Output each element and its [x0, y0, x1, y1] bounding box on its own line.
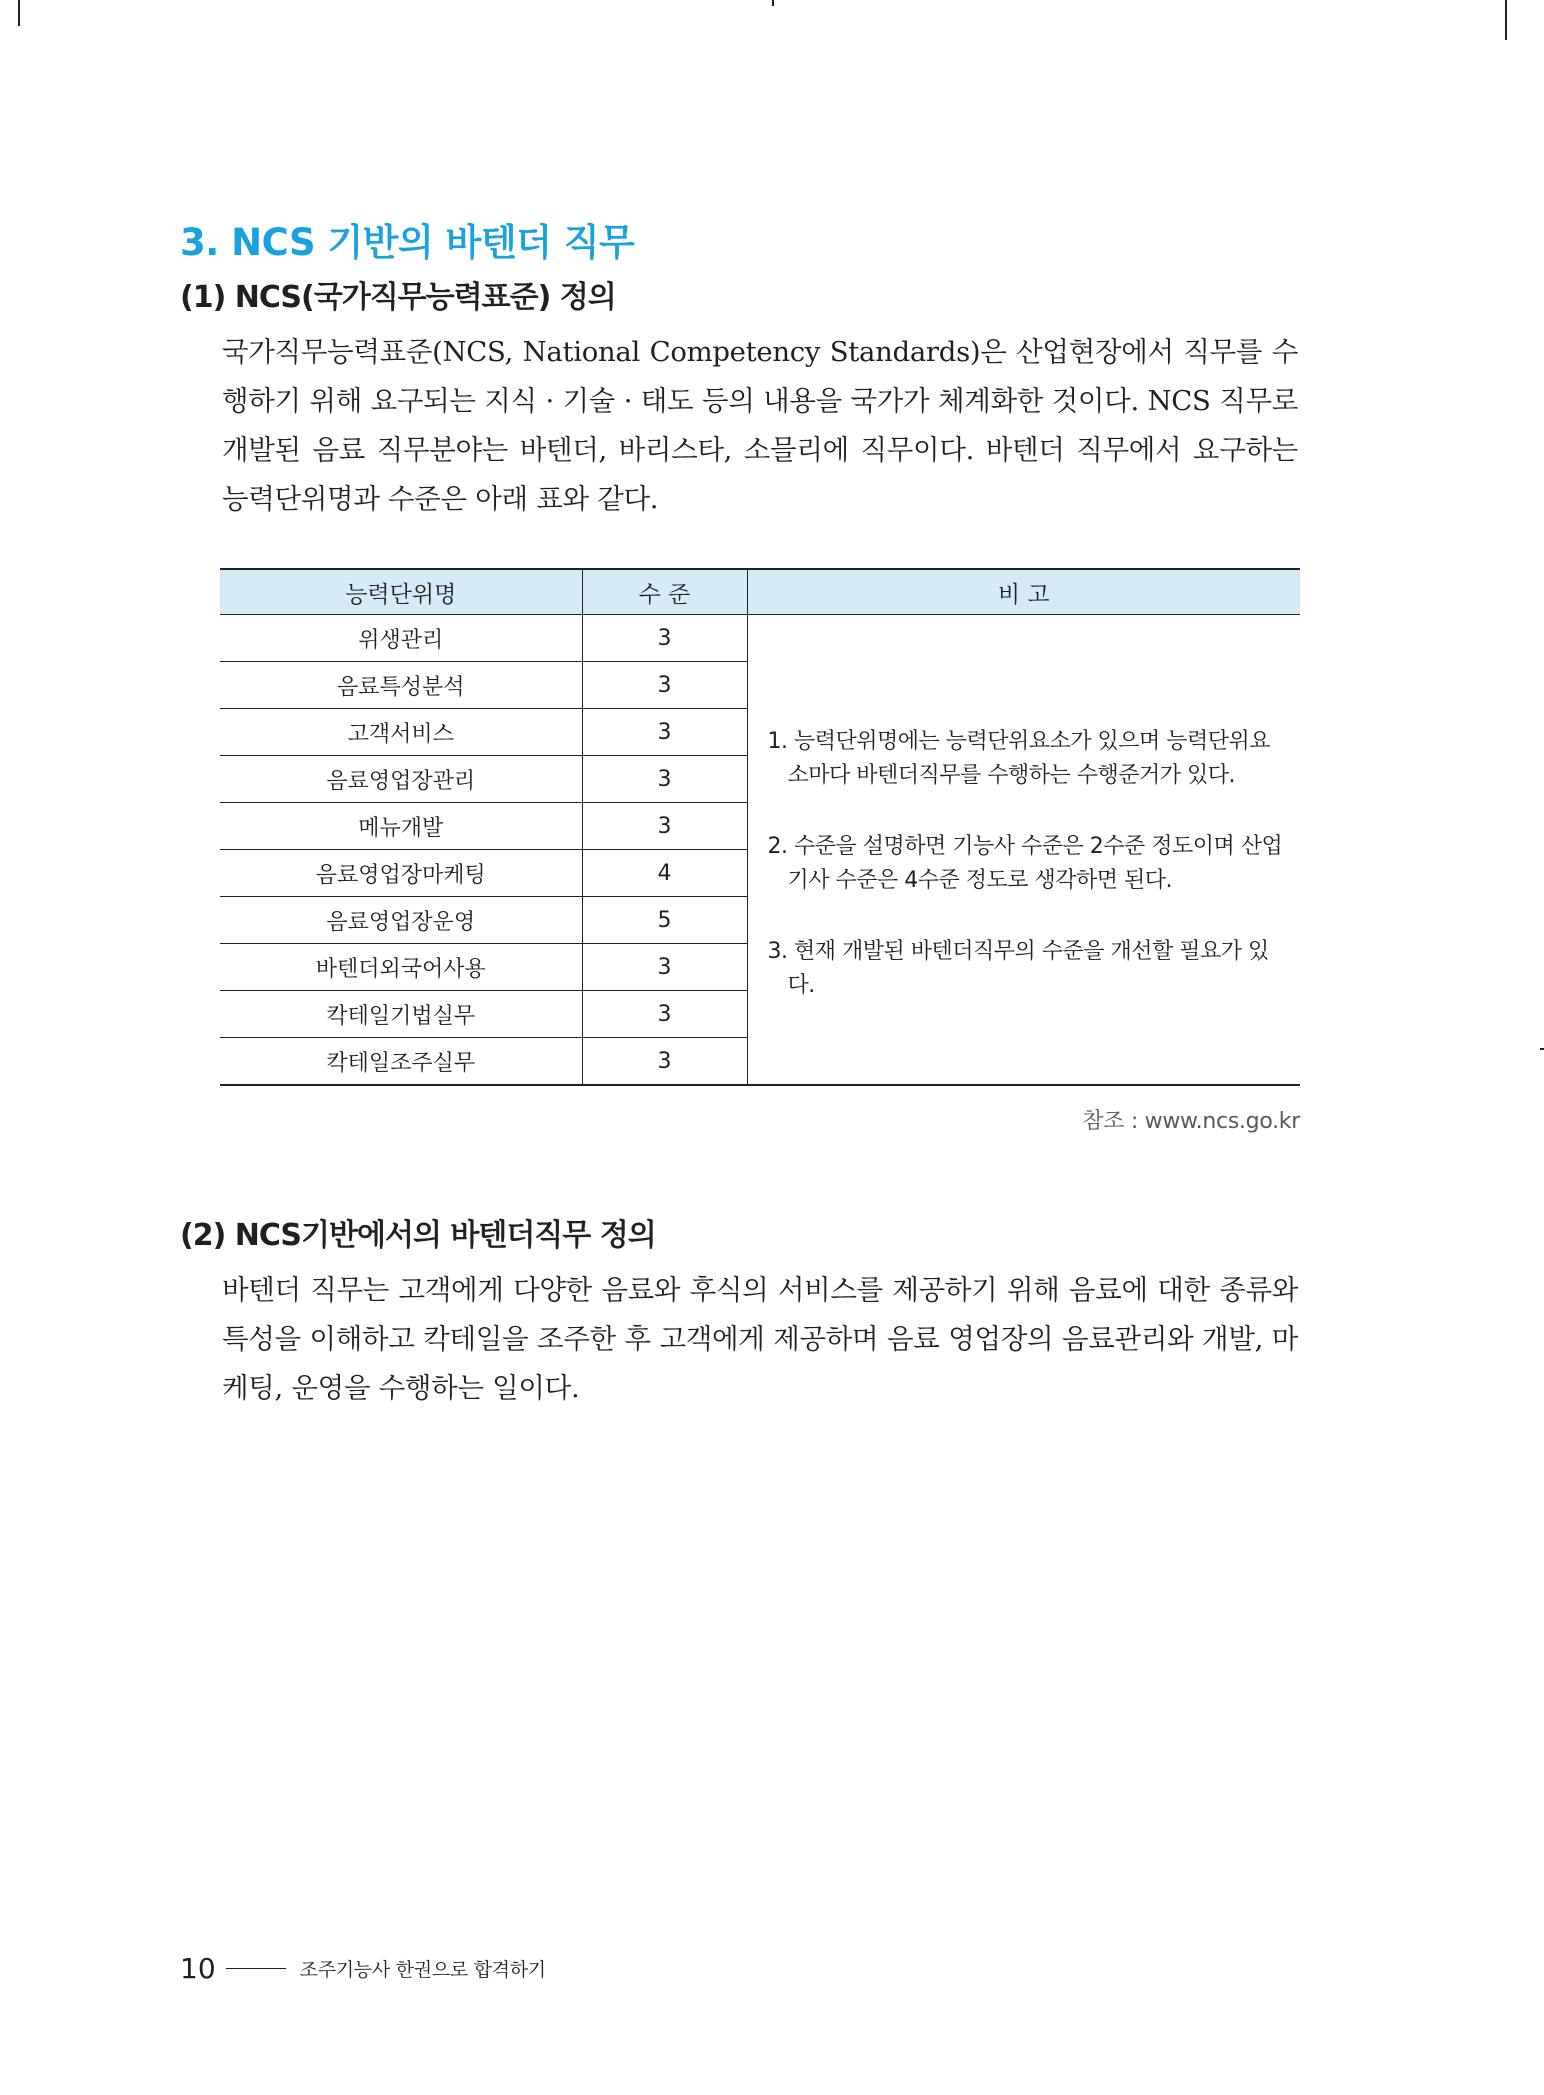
- unit-name-cell: 음료영업장관리: [220, 756, 582, 803]
- header-remarks: 비 고: [747, 569, 1300, 615]
- subsection-1-title: (1) NCS(국가직무능력표준) 정의: [180, 280, 616, 315]
- subsection-2-paragraph: 바텐더 직무는 고객에게 다양한 음료와 후식의 서비스를 제공하기 위해 음료에 대한 종류와 특성을 이해하고 칵테일을 조주한 후 고객에게 제공하며 음료 영업장의 음료관리와 개발, 마케팅, 운영을 수행하는 일이다.: [222, 1274, 1298, 1404]
- page-footer: [180, 1952, 546, 1985]
- header-level: 수 준: [582, 569, 747, 615]
- level-cell: 3: [582, 662, 747, 709]
- crop-mark-top-left: [18, 0, 20, 26]
- level-cell: 3: [582, 803, 747, 850]
- level-cell: 4: [582, 850, 747, 897]
- book-title: 조주기능사 한권으로 합격하기: [299, 1959, 546, 1981]
- footer-rule: [226, 1968, 286, 1969]
- subsection-1-paragraph: 국가직무능력표준(NCS, National Competency Standards)은 산업현장에서 직무를 수행하기 위해 요구되는 지식 · 기술 · 태도 등의 내용을 국가가 체계화한 것이다. NCS 직무로 개발된 음료 직무분야는 바텐더, 바리스타, 소믈리에 직무이다. 바텐더 직무에서 요구하는 능력단위명과 수준은 아래 표와 같다.: [222, 336, 1298, 515]
- level-cell: 3: [582, 1038, 747, 1086]
- unit-name-cell: 음료영업장운영: [220, 897, 582, 944]
- unit-name-cell: 칵테일조주실무: [220, 1038, 582, 1086]
- section-title: 3. NCS 기반의 바텐더 직무: [180, 221, 635, 264]
- header-unit-name: 능력단위명: [220, 569, 582, 615]
- remarks-cell: [747, 615, 1300, 1086]
- competency-table: [220, 568, 1300, 1086]
- remark-note-1: 1. 능력단위명에는 능력단위요소가 있으며 능력단위요소마다 바텐더직무를 수행하는 수행준거가 있다.: [767, 729, 1271, 788]
- unit-name-cell: 칵테일기법실무: [220, 991, 582, 1038]
- unit-name-cell: 바텐더외국어사용: [220, 944, 582, 991]
- subsection-2-title: (2) NCS기반에서의 바텐더직무 정의: [180, 1218, 656, 1253]
- level-cell: 3: [582, 944, 747, 991]
- table-source-reference: 참조 : www.ncs.go.kr: [1082, 1109, 1300, 1134]
- level-cell: 5: [582, 897, 747, 944]
- level-cell: 3: [582, 615, 747, 662]
- crop-mark-right-mid: [1540, 1048, 1544, 1050]
- page-number: 10: [180, 1952, 216, 1985]
- level-cell: 3: [582, 756, 747, 803]
- level-cell: 3: [582, 991, 747, 1038]
- table-header-row: [220, 569, 1300, 615]
- remark-note-2: 2. 수준을 설명하면 기능사 수준은 2수준 정도이며 산업기사 수준은 4수준 정도로 생각하면 된다.: [767, 834, 1283, 893]
- table-row: [220, 615, 1300, 662]
- unit-name-cell: 위생관리: [220, 615, 582, 662]
- unit-name-cell: 음료특성분석: [220, 662, 582, 709]
- unit-name-cell: 음료영업장마케팅: [220, 850, 582, 897]
- unit-name-cell: 고객서비스: [220, 709, 582, 756]
- level-cell: 3: [582, 709, 747, 756]
- crop-mark-top-right: [1505, 0, 1507, 40]
- crop-mark-top-center: [772, 0, 774, 6]
- remark-note-3: 3. 현재 개발된 바텐더직무의 수준을 개선할 필요가 있다.: [767, 939, 1269, 998]
- unit-name-cell: 메뉴개발: [220, 803, 582, 850]
